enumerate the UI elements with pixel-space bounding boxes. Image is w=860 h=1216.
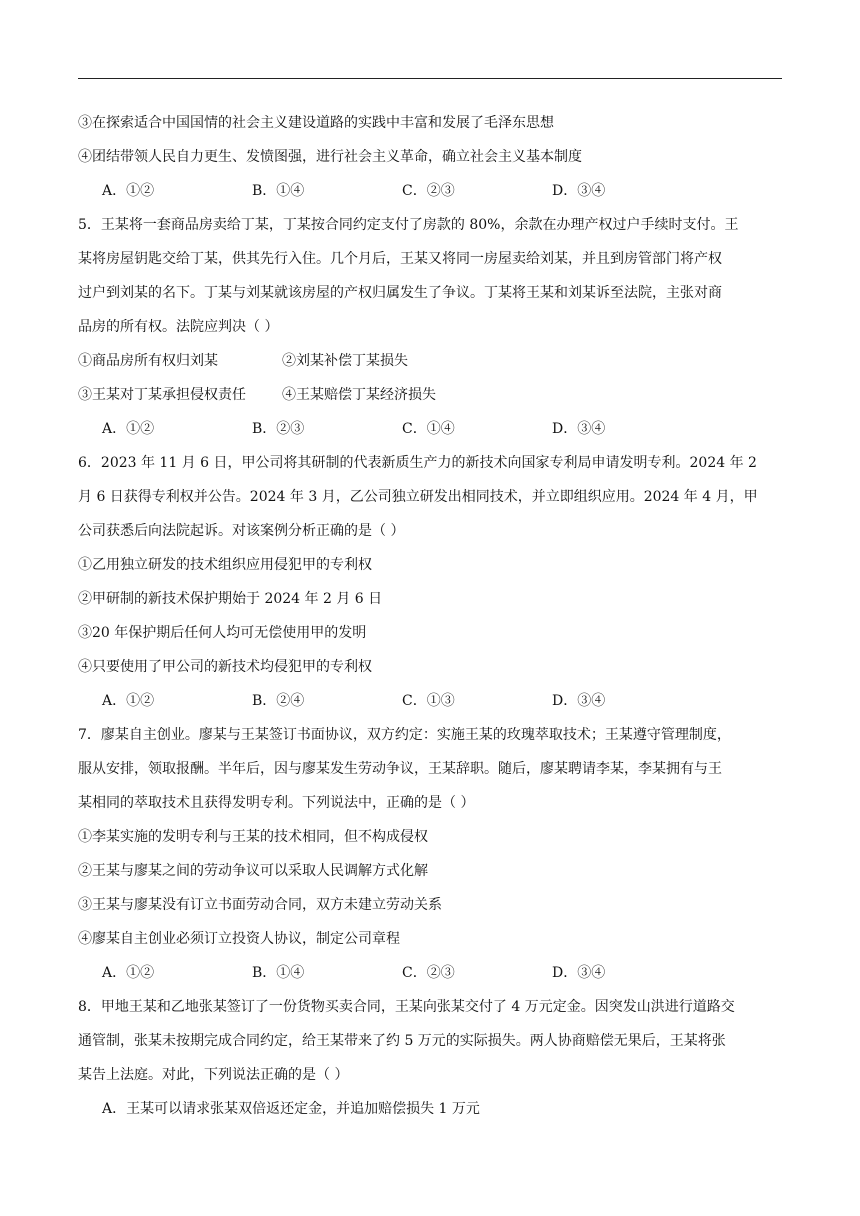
q6-choice-1: ①乙用独立研发的技术组织应用侵犯甲的专利权 — [78, 557, 372, 573]
q6-options — [78, 684, 782, 718]
q7-choice-2: ②王某与廖某之间的劳动争议可以采取人民调解方式化解 — [78, 863, 428, 879]
q7-option-c[interactable]: C．②③ — [402, 965, 455, 981]
q5-choice-4: ④王某赔偿丁某经济损失 — [282, 387, 436, 403]
prev-option-d[interactable]: D．③④ — [552, 183, 606, 199]
q5-choice-3: ③王某对丁某承担侵权责任 — [78, 387, 246, 403]
q5-choice-1: ①商品房所有权归刘某 — [78, 353, 218, 369]
q7-choice-4: ④廖某自主创业必须订立投资人协议，制定公司章程 — [78, 931, 400, 947]
q5-choice-2: ②刘某补偿丁某损失 — [282, 353, 408, 369]
prev-option-a[interactable]: A．①② — [102, 183, 155, 199]
q5-option-d[interactable]: D．③④ — [552, 421, 606, 437]
q5-stem-line-4: 品房的所有权。法院应判决（ ） — [78, 319, 279, 335]
q7-choice-3: ③王某与廖某没有订立书面劳动合同，双方未建立劳动关系 — [78, 897, 442, 913]
q5-options — [78, 412, 782, 446]
q6-stem-line-3: 公司获悉后向法院起诉。对该案例分析正确的是（ ） — [78, 523, 405, 539]
q7-stem-line-2: 服从安排，领取报酬。半年后，因与廖某发生劳动争议，王某辞职。随后，廖某聘请李某，李某拥有与王 — [78, 761, 722, 777]
prev-option-c[interactable]: C．②③ — [402, 183, 455, 199]
q7-options — [78, 956, 782, 990]
q6-option-c[interactable]: C．①③ — [402, 693, 455, 709]
q7-choice-1: ①李某实施的发明专利与王某的技术相同，但不构成侵权 — [78, 829, 428, 845]
q7-option-d[interactable]: D．③④ — [552, 965, 606, 981]
q6-stem-line-1: 6．2023 年 11 月 6 日，甲公司将其研制的代表新质生产力的新技术向国家专利局申请发明专利。2024 年 2 — [78, 455, 757, 471]
prev-options — [78, 174, 782, 208]
q6-option-b[interactable]: B．②④ — [252, 693, 305, 709]
q5-stem-line-3: 过户到刘某的名下。丁某与刘某就该房屋的产权归属发生了争议。丁某将王某和刘某诉至法院，主张对商 — [78, 285, 722, 301]
q8-stem-line-1: 8．甲地王某和乙地张某签订了一份货物买卖合同，王某向张某交付了 4 万元定金。因突发山洪进行道路交 — [78, 999, 735, 1015]
q6-choice-4: ④只要使用了甲公司的新技术均侵犯甲的专利权 — [78, 659, 372, 675]
q6-option-a[interactable]: A．①② — [102, 693, 155, 709]
q5-stem-line-1: 5．王某将一套商品房卖给丁某，丁某按合同约定支付了房款的 80%，余款在办理产权过户手续时支付。王 — [78, 217, 739, 233]
q6-stem-line-2: 月 6 日获得专利权并公告。2024 年 3 月，乙公司独立研发出相同技术，并立即组织应用。2024 年 4 月，甲 — [78, 489, 758, 505]
q5-choices-row-1 — [78, 344, 782, 378]
q7-stem-line-3: 某相同的萃取技术且获得发明专利。下列说法中，正确的是（ ） — [78, 795, 475, 811]
q5-option-b[interactable]: B．②③ — [252, 421, 305, 437]
q6-choice-3: ③20 年保护期后任何人均可无偿使用甲的发明 — [78, 625, 367, 641]
q6-option-d[interactable]: D．③④ — [552, 693, 606, 709]
q6-choice-2: ②甲研制的新技术保护期始于 2024 年 2 月 6 日 — [78, 591, 383, 607]
q5-option-a[interactable]: A．①② — [102, 421, 155, 437]
q7-option-a[interactable]: A．①② — [102, 965, 155, 981]
q5-stem-line-2: 某将房屋钥匙交给丁某，供其先行入住。几个月后，王某又将同一房屋卖给刘某，并且到房管部门将产权 — [78, 251, 722, 267]
q8-stem-line-3: 某告上法庭。对此，下列说法正确的是（ ） — [78, 1067, 349, 1083]
exam-page-content — [78, 106, 782, 1126]
prev-choice-3: ③在探索适合中国国情的社会主义建设道路的实践中丰富和发展了毛泽东思想 — [78, 115, 554, 131]
prev-option-b[interactable]: B．①④ — [252, 183, 305, 199]
prev-choice-4: ④团结带领人民自力更生、发愤图强，进行社会主义革命，确立社会主义基本制度 — [78, 149, 582, 165]
q7-stem-line-1: 7．廖某自主创业。廖某与王某签订书面协议，双方约定：实施王某的玫瑰萃取技术；王某遵守管理制度， — [78, 727, 731, 743]
header-rule — [78, 78, 782, 79]
q5-choices-row-2 — [78, 378, 782, 412]
q8-option-a[interactable]: A．王某可以请求张某双倍返还定金，并追加赔偿损失 1 万元 — [102, 1101, 480, 1117]
q7-option-b[interactable]: B．①④ — [252, 965, 305, 981]
q5-option-c[interactable]: C．①④ — [402, 421, 455, 437]
q8-stem-line-2: 通管制，张某未按期完成合同约定，给王某带来了约 5 万元的实际损失。两人协商赔偿无果后，王某将张 — [78, 1033, 726, 1049]
